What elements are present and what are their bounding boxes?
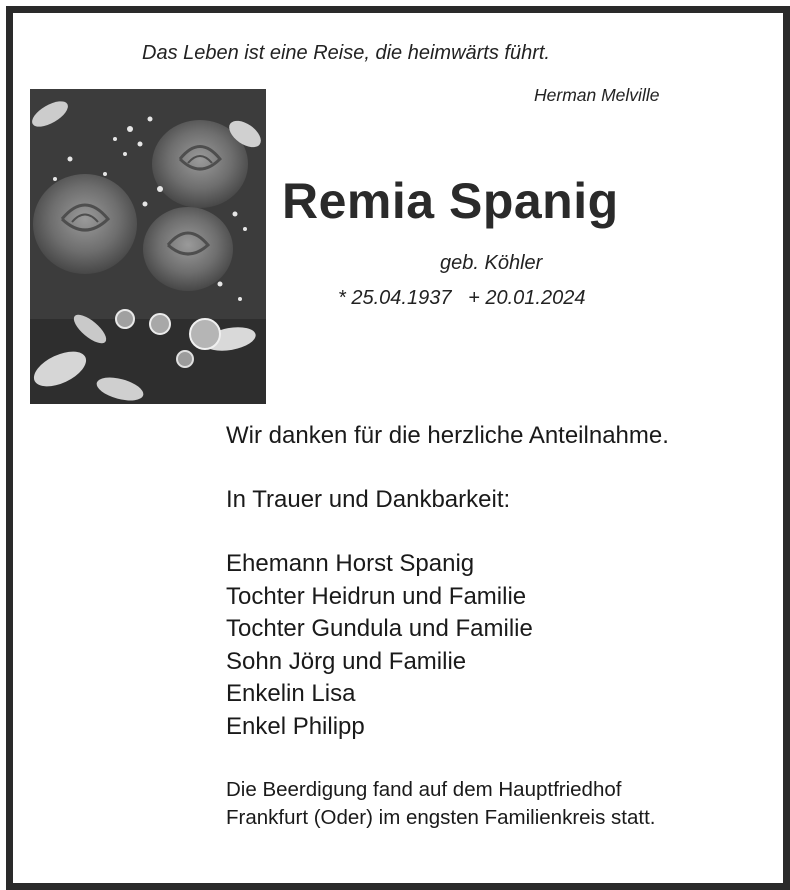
funeral-line: Die Beerdigung fand auf dem Hauptfriedhof <box>226 778 622 801</box>
rose-shape <box>143 207 233 291</box>
grief-text: In Trauer und Dankbarkeit: <box>226 486 511 513</box>
mourner-item: Sohn Jörg und Familie <box>226 647 467 675</box>
maiden-name: geb. Köhler <box>440 252 543 274</box>
mourners-list <box>226 548 533 743</box>
roses-photo-icon <box>30 89 266 404</box>
deceased-name: Remia Spanig <box>282 173 619 229</box>
rose-shape <box>33 174 137 274</box>
funeral-notice <box>226 776 656 832</box>
mourner-item: Tochter Gundula und Familie <box>226 615 533 642</box>
life-dates: * 25.04.1937 + 20.01.2024 <box>338 287 586 309</box>
quote-text: Das Leben ist eine Reise, die heimwärts führt. <box>142 42 550 64</box>
quote-author: Herman Melville <box>534 85 660 105</box>
thanks-text: Wir danken für die herzliche Anteilnahme. <box>226 422 669 449</box>
mourner-item: Ehemann Horst Spanig <box>226 550 475 577</box>
mourner-item: Tochter Heidrun und Familie <box>226 582 527 610</box>
mourner-item: Enkelin Lisa <box>226 680 356 707</box>
mourner-item: Enkel Philipp <box>226 712 365 740</box>
funeral-line: Frankfurt (Oder) im engsten Familienkreis statt. <box>226 806 656 829</box>
